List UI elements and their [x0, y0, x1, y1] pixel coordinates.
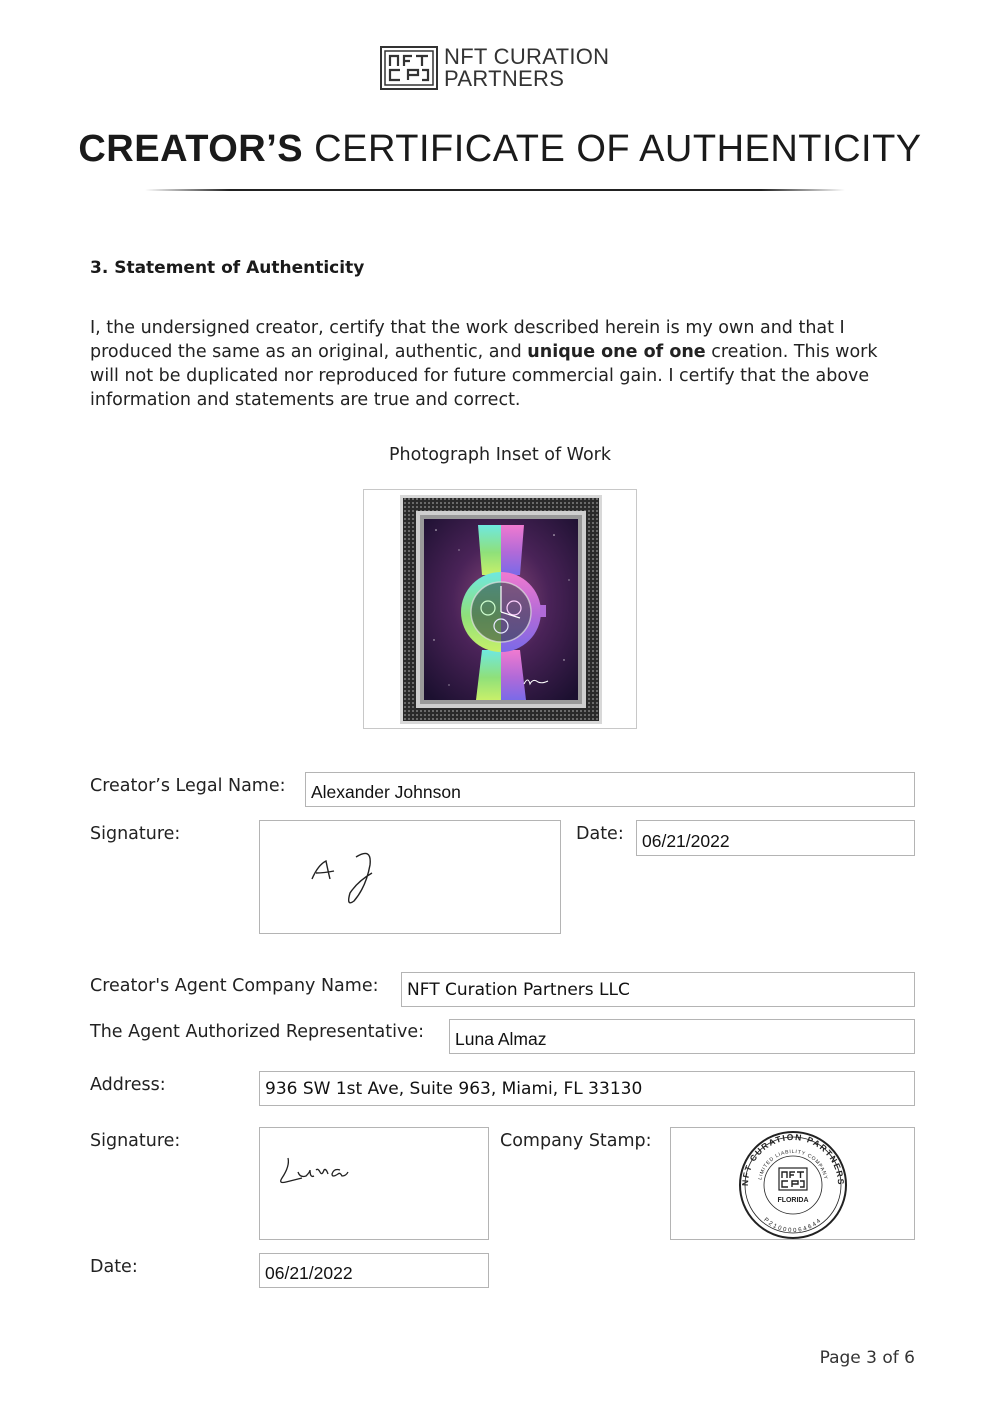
- logo-line-2: PARTNERS: [444, 66, 565, 91]
- page-number: Page 3 of 6: [819, 1348, 915, 1368]
- statement-paragraph: I, the undersigned creator, certify that the work described herein is my own and that I produced the same as an original, authentic, and unique one of one creation. This work will not be duplicated nor reproduced for future commercial gain. I certify that the above information and statements are true and correct.: [90, 318, 878, 410]
- company-seal-icon: [671, 1128, 916, 1241]
- agent-signature-icon: [260, 1128, 490, 1241]
- agent-rep-label: The Agent Authorized Representative:: [90, 1022, 425, 1042]
- creator-signature-box[interactable]: [259, 820, 561, 934]
- agent-rep-field[interactable]: Luna Almaz: [449, 1019, 915, 1054]
- company-stamp-label: Company Stamp:: [500, 1131, 652, 1151]
- agent-signature-label: Signature:: [90, 1131, 181, 1151]
- page-title: [0, 128, 1000, 171]
- svg-text:NFT CP: NFT CP: [409, 90, 413, 91]
- framed-watch-artwork: [364, 490, 638, 730]
- creator-date-label: Date:: [576, 824, 624, 844]
- svg-text:FLORIDA: FLORIDA: [777, 1197, 809, 1204]
- agent-date-field[interactable]: 06/21/2022: [259, 1253, 489, 1288]
- agent-date-label: Date:: [90, 1257, 138, 1277]
- photo-caption: Photograph Inset of Work: [388, 445, 611, 465]
- creator-signature-icon: [260, 821, 562, 935]
- agent-company-label: Creator's Agent Company Name:: [90, 976, 379, 996]
- agent-address-field[interactable]: 936 SW 1st Ave, Suite 963, Miami, FL 33130: [259, 1071, 915, 1106]
- svg-text:NFT CURATION PARTNERS: NFT CURATION PARTNERS: [739, 1131, 847, 1187]
- svg-text:Luna: Luna: [260, 1128, 263, 1129]
- agent-company-field[interactable]: NFT Curation Partners LLC: [401, 972, 915, 1007]
- creator-date-field[interactable]: 06/21/2022: [636, 820, 915, 856]
- company-logo: [380, 44, 640, 92]
- logo-line-1: NFT CURATION: [444, 44, 610, 69]
- agent-address-label: Address:: [90, 1075, 166, 1095]
- title-bold: CREATOR’S: [78, 128, 304, 170]
- section-heading: 3. Statement of Authenticity: [90, 258, 365, 278]
- company-stamp-box: [670, 1127, 915, 1240]
- photo-inset: [363, 489, 637, 729]
- title-rest: CERTIFICATE OF AUTHENTICITY: [303, 128, 922, 170]
- title-divider: [145, 189, 845, 191]
- creator-name-label: Creator’s Legal Name:: [90, 776, 286, 796]
- svg-text:P21000064644: P21000064644: [762, 1217, 824, 1235]
- svg-text:LIMITED LIABILITY COMPANY: LIMITED LIABILITY COMPANY: [757, 1148, 829, 1181]
- creator-signature-label: Signature:: [90, 824, 181, 844]
- creator-name-field[interactable]: Alexander Johnson: [305, 772, 915, 807]
- nft-cp-logo-icon: [380, 46, 438, 90]
- svg-text:A J: A J: [260, 821, 262, 822]
- agent-signature-box[interactable]: [259, 1127, 489, 1240]
